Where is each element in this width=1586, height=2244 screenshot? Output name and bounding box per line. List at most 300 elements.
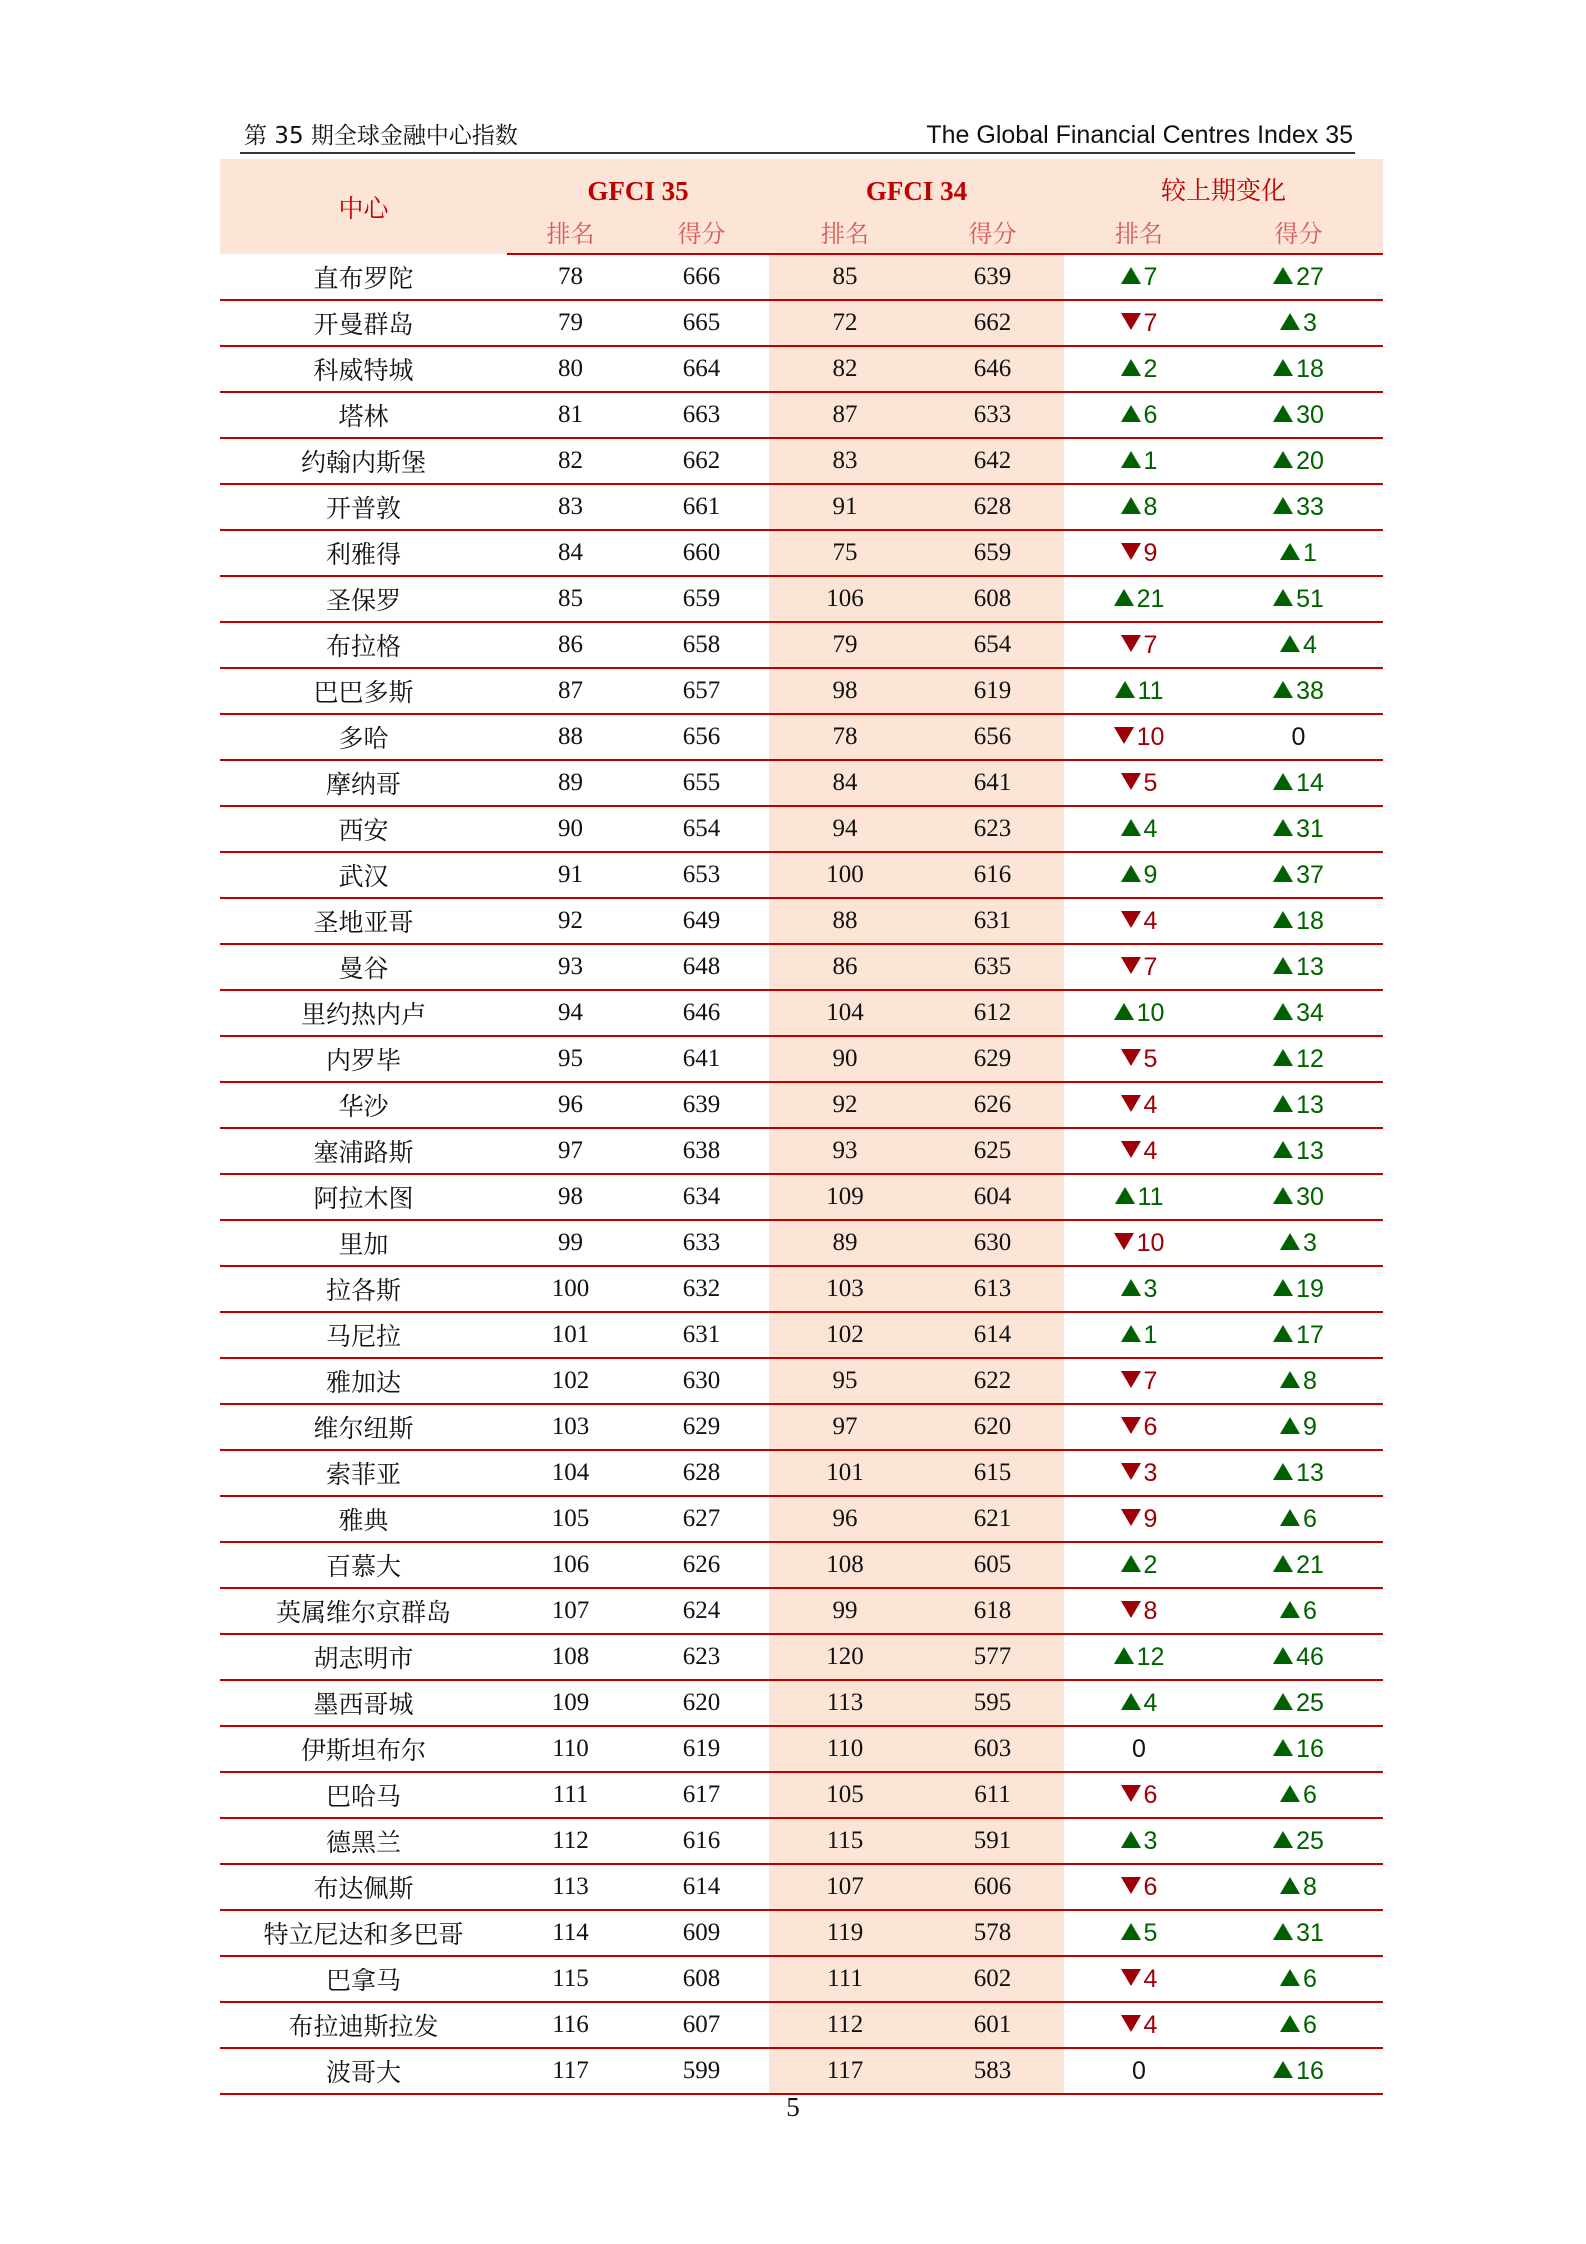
gfci34-rank-cell: 110	[769, 1726, 921, 1772]
triangle-down-icon	[1121, 543, 1141, 560]
table-row	[220, 1542, 1383, 1588]
change-value: 4	[1143, 2010, 1158, 2039]
gfci35-rank-cell: 81	[507, 392, 634, 438]
triangle-up-icon	[1121, 1693, 1141, 1710]
change-value: 18	[1296, 354, 1324, 383]
gfci34-rank-cell: 79	[769, 622, 921, 668]
rank-change-cell	[1064, 1910, 1214, 1956]
gfci35-score-cell: 630	[634, 1358, 769, 1404]
column-group-change: 较上期变化	[1064, 159, 1383, 209]
triangle-up-icon	[1121, 1555, 1141, 1572]
change-value: 8	[1303, 1872, 1317, 1901]
triangle-up-icon	[1273, 1279, 1293, 1296]
gfci35-score-cell: 657	[634, 668, 769, 714]
change-value: 5	[1143, 768, 1158, 797]
table-row	[220, 1266, 1383, 1312]
gfci35-score-cell: 629	[634, 1404, 769, 1450]
score-change-cell	[1214, 1358, 1383, 1404]
change-value: 34	[1296, 998, 1324, 1027]
gfci34-rank-cell: 89	[769, 1220, 921, 1266]
score-change-cell	[1214, 714, 1383, 760]
rank-change-cell	[1064, 944, 1214, 990]
change-value: 16	[1296, 2056, 1324, 2085]
gfci34-score-cell: 603	[921, 1726, 1064, 1772]
change-value: 1	[1143, 1320, 1158, 1349]
change-value: 6	[1303, 1964, 1317, 1993]
gfci35-rank-cell: 79	[507, 300, 634, 346]
rank-change-cell	[1064, 990, 1214, 1036]
table-row	[220, 1956, 1383, 2002]
column-header-score-34: 得分	[921, 209, 1064, 254]
center-name-cell: 拉各斯	[220, 1266, 507, 1312]
score-change-cell	[1214, 1542, 1383, 1588]
triangle-up-icon	[1114, 1647, 1134, 1664]
score-change-cell	[1214, 300, 1383, 346]
change-value: 51	[1296, 584, 1324, 613]
column-header-center: 中心	[220, 159, 507, 254]
rank-change-cell	[1064, 1818, 1214, 1864]
table-body	[220, 254, 1383, 2094]
column-header-score-change: 得分	[1214, 209, 1383, 254]
gfci34-rank-cell: 105	[769, 1772, 921, 1818]
gfci34-score-cell: 625	[921, 1128, 1064, 1174]
triangle-up-icon	[1273, 1141, 1293, 1158]
rank-change-cell	[1064, 1036, 1214, 1082]
gfci35-score-cell: 658	[634, 622, 769, 668]
gfci35-rank-cell: 80	[507, 346, 634, 392]
score-change-cell	[1214, 1220, 1383, 1266]
table-row	[220, 1358, 1383, 1404]
score-change-cell	[1214, 392, 1383, 438]
gfci34-rank-cell: 83	[769, 438, 921, 484]
table-row	[220, 392, 1383, 438]
triangle-up-icon	[1273, 1739, 1293, 1756]
center-name-cell: 多哈	[220, 714, 507, 760]
center-name-cell: 维尔纽斯	[220, 1404, 507, 1450]
center-name-cell: 马尼拉	[220, 1312, 507, 1358]
change-value: 10	[1136, 998, 1165, 1027]
change-value: 3	[1143, 1826, 1158, 1855]
center-name-cell: 布拉迪斯拉发	[220, 2002, 507, 2048]
gfci34-rank-cell: 72	[769, 300, 921, 346]
change-value: 10	[1136, 1228, 1165, 1257]
gfci34-rank-cell: 94	[769, 806, 921, 852]
gfci34-score-cell: 642	[921, 438, 1064, 484]
column-group-gfci34: GFCI 34	[769, 159, 1064, 209]
center-name-cell: 波哥大	[220, 2048, 507, 2094]
table-row	[220, 1496, 1383, 1542]
triangle-down-icon	[1114, 727, 1134, 744]
gfci34-rank-cell: 120	[769, 1634, 921, 1680]
change-value: 16	[1296, 1734, 1324, 1763]
gfci35-score-cell: 653	[634, 852, 769, 898]
change-value: 1	[1143, 446, 1158, 475]
table-row	[220, 1082, 1383, 1128]
gfci35-score-cell: 619	[634, 1726, 769, 1772]
change-value: 9	[1303, 1412, 1317, 1441]
center-name-cell: 里加	[220, 1220, 507, 1266]
table-row	[220, 1588, 1383, 1634]
score-change-cell	[1214, 576, 1383, 622]
header-title-zh: 第 35 期全球金融中心指数	[244, 123, 518, 149]
center-name-cell: 曼谷	[220, 944, 507, 990]
change-value: 19	[1296, 1274, 1324, 1303]
center-name-cell: 阿拉木图	[220, 1174, 507, 1220]
rank-change-cell	[1064, 392, 1214, 438]
change-value: 13	[1296, 1136, 1324, 1165]
gfci35-score-cell: 662	[634, 438, 769, 484]
table-row	[220, 1404, 1383, 1450]
table-row	[220, 346, 1383, 392]
gfci35-rank-cell: 85	[507, 576, 634, 622]
gfci34-score-cell: 623	[921, 806, 1064, 852]
table-header	[220, 159, 1383, 254]
gfci34-score-cell: 614	[921, 1312, 1064, 1358]
rank-change-cell	[1064, 1680, 1214, 1726]
rank-change-cell	[1064, 1174, 1214, 1220]
gfci35-rank-cell: 97	[507, 1128, 634, 1174]
table-row	[220, 576, 1383, 622]
triangle-up-icon	[1121, 359, 1141, 376]
change-value: 12	[1136, 1642, 1165, 1671]
table-row	[220, 300, 1383, 346]
score-change-cell	[1214, 1082, 1383, 1128]
triangle-up-icon	[1273, 405, 1293, 422]
center-name-cell: 科威特城	[220, 346, 507, 392]
rank-change-cell	[1064, 1588, 1214, 1634]
gfci34-score-cell: 616	[921, 852, 1064, 898]
gfci34-score-cell: 621	[921, 1496, 1064, 1542]
score-change-cell	[1214, 1174, 1383, 1220]
table-row	[220, 806, 1383, 852]
gfci35-score-cell: 624	[634, 1588, 769, 1634]
gfci-ranking-table	[220, 159, 1383, 2095]
column-header-rank-change: 排名	[1064, 209, 1214, 254]
rank-change-cell	[1064, 898, 1214, 944]
column-header-score-35: 得分	[634, 209, 769, 254]
change-value: 4	[1143, 1688, 1158, 1717]
triangle-up-icon	[1121, 497, 1141, 514]
gfci35-rank-cell: 112	[507, 1818, 634, 1864]
gfci35-score-cell: 648	[634, 944, 769, 990]
rank-change-cell	[1064, 484, 1214, 530]
gfci35-score-cell: 632	[634, 1266, 769, 1312]
score-change-cell	[1214, 806, 1383, 852]
gfci35-rank-cell: 113	[507, 1864, 634, 1910]
triangle-up-icon	[1273, 1049, 1293, 1066]
triangle-up-icon	[1273, 1187, 1293, 1204]
table-row	[220, 852, 1383, 898]
gfci35-score-cell: 664	[634, 346, 769, 392]
change-value: 6	[1303, 1596, 1317, 1625]
triangle-up-icon	[1273, 451, 1293, 468]
change-value: 3	[1303, 308, 1317, 337]
center-name-cell: 德黑兰	[220, 1818, 507, 1864]
score-change-cell	[1214, 760, 1383, 806]
gfci34-rank-cell: 115	[769, 1818, 921, 1864]
gfci35-rank-cell: 84	[507, 530, 634, 576]
triangle-up-icon	[1115, 681, 1135, 698]
table-row	[220, 2048, 1383, 2094]
table-row	[220, 1036, 1383, 1082]
center-name-cell: 直布罗陀	[220, 254, 507, 300]
change-value: 9	[1143, 1504, 1158, 1533]
triangle-down-icon	[1121, 313, 1141, 330]
gfci34-rank-cell: 87	[769, 392, 921, 438]
gfci34-rank-cell: 91	[769, 484, 921, 530]
change-value: 21	[1136, 584, 1165, 613]
change-value: 0	[1132, 1734, 1146, 1763]
score-change-cell	[1214, 1818, 1383, 1864]
gfci34-score-cell: 631	[921, 898, 1064, 944]
gfci35-score-cell: 646	[634, 990, 769, 1036]
center-name-cell: 雅典	[220, 1496, 507, 1542]
rank-change-cell	[1064, 1404, 1214, 1450]
triangle-up-icon	[1280, 543, 1300, 560]
rank-change-cell	[1064, 1772, 1214, 1818]
gfci35-rank-cell: 95	[507, 1036, 634, 1082]
gfci34-rank-cell: 82	[769, 346, 921, 392]
center-name-cell: 胡志明市	[220, 1634, 507, 1680]
rank-change-cell	[1064, 1312, 1214, 1358]
gfci34-score-cell: 611	[921, 1772, 1064, 1818]
triangle-up-icon	[1280, 1601, 1300, 1618]
triangle-up-icon	[1273, 911, 1293, 928]
gfci35-rank-cell: 78	[507, 254, 634, 300]
gfci34-rank-cell: 95	[769, 1358, 921, 1404]
table-row	[220, 1312, 1383, 1358]
score-change-cell	[1214, 898, 1383, 944]
gfci35-score-cell: 656	[634, 714, 769, 760]
score-change-cell	[1214, 438, 1383, 484]
triangle-down-icon	[1121, 1417, 1141, 1434]
rank-change-cell	[1064, 1634, 1214, 1680]
gfci34-score-cell: 635	[921, 944, 1064, 990]
triangle-up-icon	[1273, 957, 1293, 974]
triangle-up-icon	[1280, 1877, 1300, 1894]
gfci34-rank-cell: 90	[769, 1036, 921, 1082]
column-group-gfci35: GFCI 35	[507, 159, 769, 209]
score-change-cell	[1214, 1266, 1383, 1312]
triangle-down-icon	[1121, 1969, 1141, 1986]
triangle-down-icon	[1121, 1463, 1141, 1480]
change-value: 6	[1303, 1780, 1317, 1809]
gfci34-rank-cell: 111	[769, 1956, 921, 2002]
center-name-cell: 巴巴多斯	[220, 668, 507, 714]
score-change-cell	[1214, 346, 1383, 392]
gfci35-rank-cell: 107	[507, 1588, 634, 1634]
gfci34-rank-cell: 112	[769, 2002, 921, 2048]
change-value: 18	[1296, 906, 1324, 935]
score-change-cell	[1214, 1956, 1383, 2002]
gfci35-rank-cell: 92	[507, 898, 634, 944]
center-name-cell: 武汉	[220, 852, 507, 898]
rank-change-cell	[1064, 806, 1214, 852]
gfci35-rank-cell: 100	[507, 1266, 634, 1312]
gfci35-rank-cell: 90	[507, 806, 634, 852]
gfci34-score-cell: 662	[921, 300, 1064, 346]
center-name-cell: 雅加达	[220, 1358, 507, 1404]
center-name-cell: 英属维尔京群岛	[220, 1588, 507, 1634]
change-value: 13	[1296, 1090, 1324, 1119]
center-name-cell: 布达佩斯	[220, 1864, 507, 1910]
triangle-up-icon	[1121, 1279, 1141, 1296]
gfci35-score-cell: 654	[634, 806, 769, 852]
change-value: 6	[1143, 1872, 1158, 1901]
gfci34-rank-cell: 75	[769, 530, 921, 576]
score-change-cell	[1214, 1312, 1383, 1358]
center-name-cell: 特立尼达和多巴哥	[220, 1910, 507, 1956]
gfci34-score-cell: 605	[921, 1542, 1064, 1588]
gfci34-score-cell: 602	[921, 1956, 1064, 2002]
center-name-cell: 摩纳哥	[220, 760, 507, 806]
column-header-rank-34: 排名	[769, 209, 921, 254]
gfci35-score-cell: 649	[634, 898, 769, 944]
gfci34-score-cell: 608	[921, 576, 1064, 622]
triangle-up-icon	[1273, 1555, 1293, 1572]
gfci34-score-cell: 629	[921, 1036, 1064, 1082]
change-value: 8	[1143, 1596, 1158, 1625]
table-row	[220, 1726, 1383, 1772]
gfci34-score-cell: 613	[921, 1266, 1064, 1312]
gfci35-score-cell: 666	[634, 254, 769, 300]
triangle-up-icon	[1280, 1417, 1300, 1434]
gfci34-rank-cell: 86	[769, 944, 921, 990]
score-change-cell	[1214, 1864, 1383, 1910]
change-value: 14	[1296, 768, 1324, 797]
change-value: 8	[1143, 492, 1158, 521]
gfci35-rank-cell: 111	[507, 1772, 634, 1818]
triangle-down-icon	[1121, 957, 1141, 974]
gfci35-rank-cell: 109	[507, 1680, 634, 1726]
triangle-down-icon	[1121, 635, 1141, 652]
gfci34-score-cell: 659	[921, 530, 1064, 576]
gfci34-score-cell: 595	[921, 1680, 1064, 1726]
table-row	[220, 1680, 1383, 1726]
table-row	[220, 438, 1383, 484]
gfci34-rank-cell: 96	[769, 1496, 921, 1542]
gfci34-score-cell: 628	[921, 484, 1064, 530]
rank-change-cell	[1064, 622, 1214, 668]
change-value: 13	[1296, 952, 1324, 981]
rank-change-cell	[1064, 2002, 1214, 2048]
triangle-up-icon	[1121, 267, 1141, 284]
gfci35-rank-cell: 117	[507, 2048, 634, 2094]
rank-change-cell	[1064, 1220, 1214, 1266]
center-name-cell: 约翰内斯堡	[220, 438, 507, 484]
gfci35-score-cell: 634	[634, 1174, 769, 1220]
change-value: 4	[1143, 1136, 1158, 1165]
triangle-up-icon	[1273, 1831, 1293, 1848]
gfci35-score-cell: 659	[634, 576, 769, 622]
table-row	[220, 1128, 1383, 1174]
table-row	[220, 1450, 1383, 1496]
center-name-cell: 开曼群岛	[220, 300, 507, 346]
score-change-cell	[1214, 622, 1383, 668]
rank-change-cell	[1064, 1496, 1214, 1542]
score-change-cell	[1214, 2002, 1383, 2048]
gfci35-score-cell: 639	[634, 1082, 769, 1128]
triangle-up-icon	[1273, 1095, 1293, 1112]
center-name-cell: 百慕大	[220, 1542, 507, 1588]
gfci34-score-cell: 646	[921, 346, 1064, 392]
change-value: 25	[1296, 1826, 1324, 1855]
change-value: 8	[1303, 1366, 1317, 1395]
center-name-cell: 布拉格	[220, 622, 507, 668]
gfci35-rank-cell: 94	[507, 990, 634, 1036]
center-name-cell: 西安	[220, 806, 507, 852]
gfci34-rank-cell: 101	[769, 1450, 921, 1496]
change-value: 13	[1296, 1458, 1324, 1487]
gfci34-score-cell: 618	[921, 1588, 1064, 1634]
gfci35-score-cell: 609	[634, 1910, 769, 1956]
score-change-cell	[1214, 484, 1383, 530]
gfci35-score-cell: 623	[634, 1634, 769, 1680]
gfci34-rank-cell: 97	[769, 1404, 921, 1450]
score-change-cell	[1214, 1588, 1383, 1634]
gfci35-rank-cell: 86	[507, 622, 634, 668]
triangle-down-icon	[1121, 1095, 1141, 1112]
change-value: 4	[1303, 630, 1317, 659]
table-row	[220, 1174, 1383, 1220]
table-row	[220, 1864, 1383, 1910]
triangle-up-icon	[1114, 589, 1134, 606]
gfci35-score-cell: 620	[634, 1680, 769, 1726]
center-name-cell: 伊斯坦布尔	[220, 1726, 507, 1772]
change-value: 31	[1296, 1918, 1324, 1947]
column-header-rank-35: 排名	[507, 209, 634, 254]
score-change-cell	[1214, 1404, 1383, 1450]
change-value: 4	[1143, 1090, 1158, 1119]
gfci35-score-cell: 631	[634, 1312, 769, 1358]
rank-change-cell	[1064, 1128, 1214, 1174]
score-change-cell	[1214, 1772, 1383, 1818]
gfci35-rank-cell: 114	[507, 1910, 634, 1956]
change-value: 2	[1143, 1550, 1158, 1579]
rank-change-cell	[1064, 1082, 1214, 1128]
triangle-up-icon	[1273, 589, 1293, 606]
change-value: 30	[1296, 400, 1324, 429]
gfci34-score-cell: 577	[921, 1634, 1064, 1680]
triangle-down-icon	[1121, 1371, 1141, 1388]
gfci34-rank-cell: 119	[769, 1910, 921, 1956]
rank-change-cell	[1064, 1864, 1214, 1910]
gfci34-score-cell: 601	[921, 2002, 1064, 2048]
change-value: 3	[1143, 1274, 1158, 1303]
gfci35-rank-cell: 104	[507, 1450, 634, 1496]
gfci35-rank-cell: 89	[507, 760, 634, 806]
table-row	[220, 2002, 1383, 2048]
center-name-cell: 里约热内卢	[220, 990, 507, 1036]
table-row	[220, 530, 1383, 576]
triangle-up-icon	[1280, 1233, 1300, 1250]
rank-change-cell	[1064, 1726, 1214, 1772]
gfci35-rank-cell: 106	[507, 1542, 634, 1588]
triangle-up-icon	[1273, 773, 1293, 790]
change-value: 30	[1296, 1182, 1324, 1211]
change-value: 6	[1143, 1780, 1158, 1809]
gfci35-rank-cell: 96	[507, 1082, 634, 1128]
triangle-up-icon	[1273, 267, 1293, 284]
triangle-down-icon	[1121, 773, 1141, 790]
score-change-cell	[1214, 990, 1383, 1036]
gfci35-rank-cell: 108	[507, 1634, 634, 1680]
gfci35-rank-cell: 99	[507, 1220, 634, 1266]
change-value: 6	[1303, 1504, 1317, 1533]
gfci35-rank-cell: 88	[507, 714, 634, 760]
table-row	[220, 1220, 1383, 1266]
score-change-cell	[1214, 668, 1383, 714]
